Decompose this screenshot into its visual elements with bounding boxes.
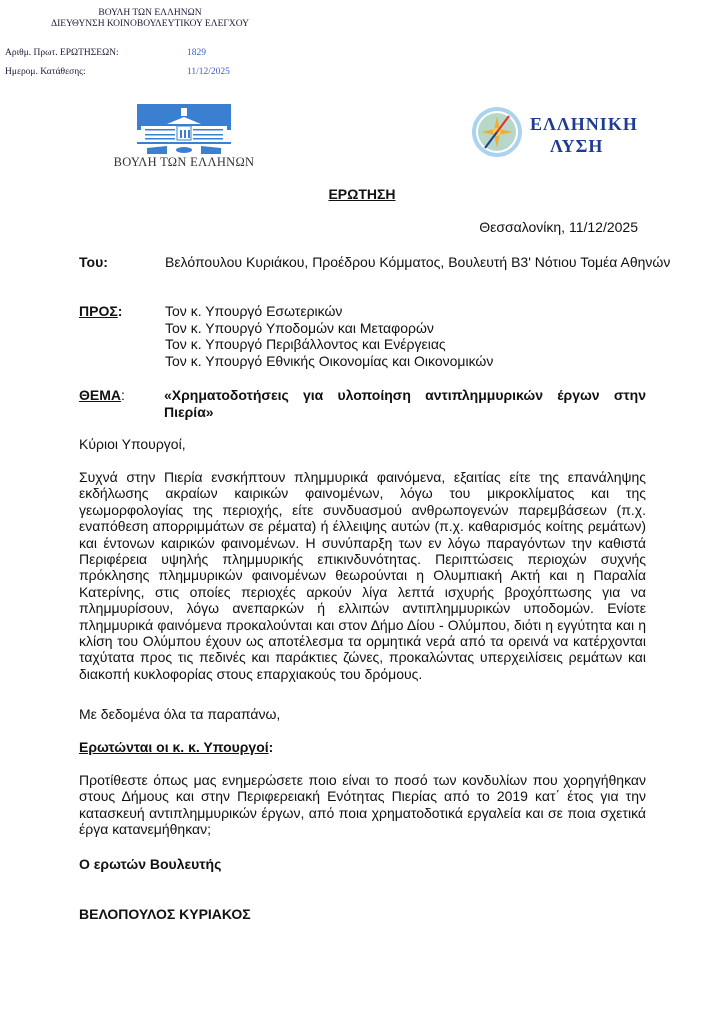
- subject-label-wrap: [79, 387, 125, 404]
- signoff: Ο ερωτών Βουλευτής: [79, 856, 222, 872]
- parliament-logo: [104, 102, 264, 172]
- parliament-building-icon: [137, 104, 231, 156]
- header-organization: [0, 8, 300, 30]
- filing-date-value: 11/12/2025: [187, 67, 230, 77]
- place-date: Θεσσαλονίκη, 11/12/2025: [479, 219, 638, 235]
- recipient: Τον κ. Υπουργό Περιβάλλοντος και Ενέργειας: [165, 336, 446, 352]
- from-label: Του:: [79, 254, 108, 270]
- org-line-2: ΔΙΕΥΘΥΝΣΗ ΚΟΙΝΟΒΟΥΛΕΥΤΙΚΟΥ ΕΛΕΓΧΟΥ: [50, 19, 250, 29]
- asked-label: Ερωτώνται οι κ. κ. Υπουργοί: [79, 739, 269, 755]
- party-logo-line-2: ΛΥΣΗ: [550, 136, 604, 156]
- subject-value: «Χρηματοδοτήσεις για υλοποίηση αντιπλημμυρικών έργων στην Πιερία»: [164, 387, 646, 420]
- signature: ΒΕΛΟΠΟΥΛΟΣ ΚΥΡΙΑΚΟΣ: [79, 906, 251, 922]
- protocol-value: 1829: [187, 48, 206, 58]
- protocol-label: Αριθμ. Πρωτ. ΕΡΩΤΗΣΕΩΝ:: [5, 48, 119, 58]
- recipient: Τον κ. Υπουργό Εθνικής Οικονομίας και Οικονομικών: [165, 352, 494, 369]
- to-label: ΠΡΟΣ: [79, 303, 118, 319]
- to-label-wrap: [79, 303, 122, 320]
- to-recipients: [165, 303, 721, 369]
- party-logo: [468, 102, 658, 170]
- asked-colon: :: [268, 739, 274, 755]
- asked-heading: [79, 739, 646, 755]
- subject-label: ΘΕΜΑ: [79, 387, 121, 403]
- document-title: ΕΡΩΤΗΣΗ: [328, 186, 396, 202]
- from-value: Βελόπουλου Κυριάκου, Προέδρου Κόμματος, Βουλευτή Β3' Νότιου Τομέα Αθηνών: [165, 254, 671, 270]
- to-colon: :: [117, 303, 123, 319]
- org-line-1: ΒΟΥΛΗ ΤΩΝ ΕΛΛΗΝΩΝ: [98, 8, 202, 18]
- protocol-row: [5, 48, 206, 58]
- filing-date-label: Ημερομ. Κατάθεσης:: [5, 67, 86, 77]
- parliament-logo-text: ΒΟΥΛΗ ΤΩΝ ΕΛΛΗΝΩΝ: [113, 155, 255, 169]
- party-logo-line-1: ΕΛΛΗΝΙΚΗ: [530, 114, 638, 134]
- recipient: Τον κ. Υπουργό Εσωτερικών: [165, 303, 343, 319]
- given-line: Με δεδομένα όλα τα παραπάνω,: [79, 706, 281, 722]
- subject-colon: :: [121, 387, 125, 403]
- body-paragraph: Συχνά στην Πιερία ενσκήπτουν πλημμυρικά φαινόμενα, εξαιτίας είτε της επανάληψης εκδήλωσης ακραίων καιρικών φαινομένων, λόγω του μικροκλίματος και της γεωμορφολογίας της περιοχής, είτε συνδυασμού ανθρωπογενών παρεμβάσεων (π.χ. εναπόθεση απορριμμάτων σε ρέματα) ή έλλειψης αυτών (π.χ. καθαρισμός κοίτης ρεμάτων) και έντονων καιρικών φαινομένων. Η συνύπαρξη των εν λόγω παραγόντων την καθιστά Περιφέρεια υψηλής πλημμυρικής επικινδυνότητας. Περιπτώσεις περιοχών συχνής πρόκλησης πλημμυρικών φαινομένων θεωρούνται η Ολυμπιακή Ακτή και η Παραλία Κατερίνης, στις οποίες περιοχές αρκούν λίγα λεπτά ισχυρής βροχόπτωσης για να πλημμυρίσουν, λόγω ανεπαρκών ή ελλιπών αντιπλημμυρικών υποδομών. Ενίοτε πλημμυρικά φαινόμενα προκαλούνται και στον Δήμο Δίου - Ολύμπου, διότι η εγγύτητα και η κλίση του Ολύμπου έχουν ως αποτέλεσμα τα ορμητικά νερά από τα ορεινά να κατέρχονται ταχύτατα προς τις πεδινές και παράκτιες ζώνες, προκαλώντας υπερχειλίσεις ρεμάτων και διακοπή κυκλοφορίας στους επαρχιακούς του δρόμους.: [79, 469, 646, 682]
- question-paragraph: Προτίθεστε όπως μας ενημερώσετε ποιο είναι το ποσό των κονδυλίων που χορηγήθηκαν στους Δήμους και στην Περιφερειακή Ενότητας Πιερίας από το 2019 κατ΄ έτος για την κατασκευή αντιπλημμυρικών έργων, από ποια χρηματοδοτικά εργαλεία και σε ποια σχετικά έργα κατανεμήθηκαν;: [79, 772, 646, 838]
- filing-date-row: [5, 67, 230, 77]
- salutation: Κύριοι Υπουργοί,: [79, 436, 186, 452]
- recipient: Τον κ. Υπουργό Υποδομών και Μεταφορών: [165, 319, 434, 336]
- compass-icon: [471, 106, 523, 158]
